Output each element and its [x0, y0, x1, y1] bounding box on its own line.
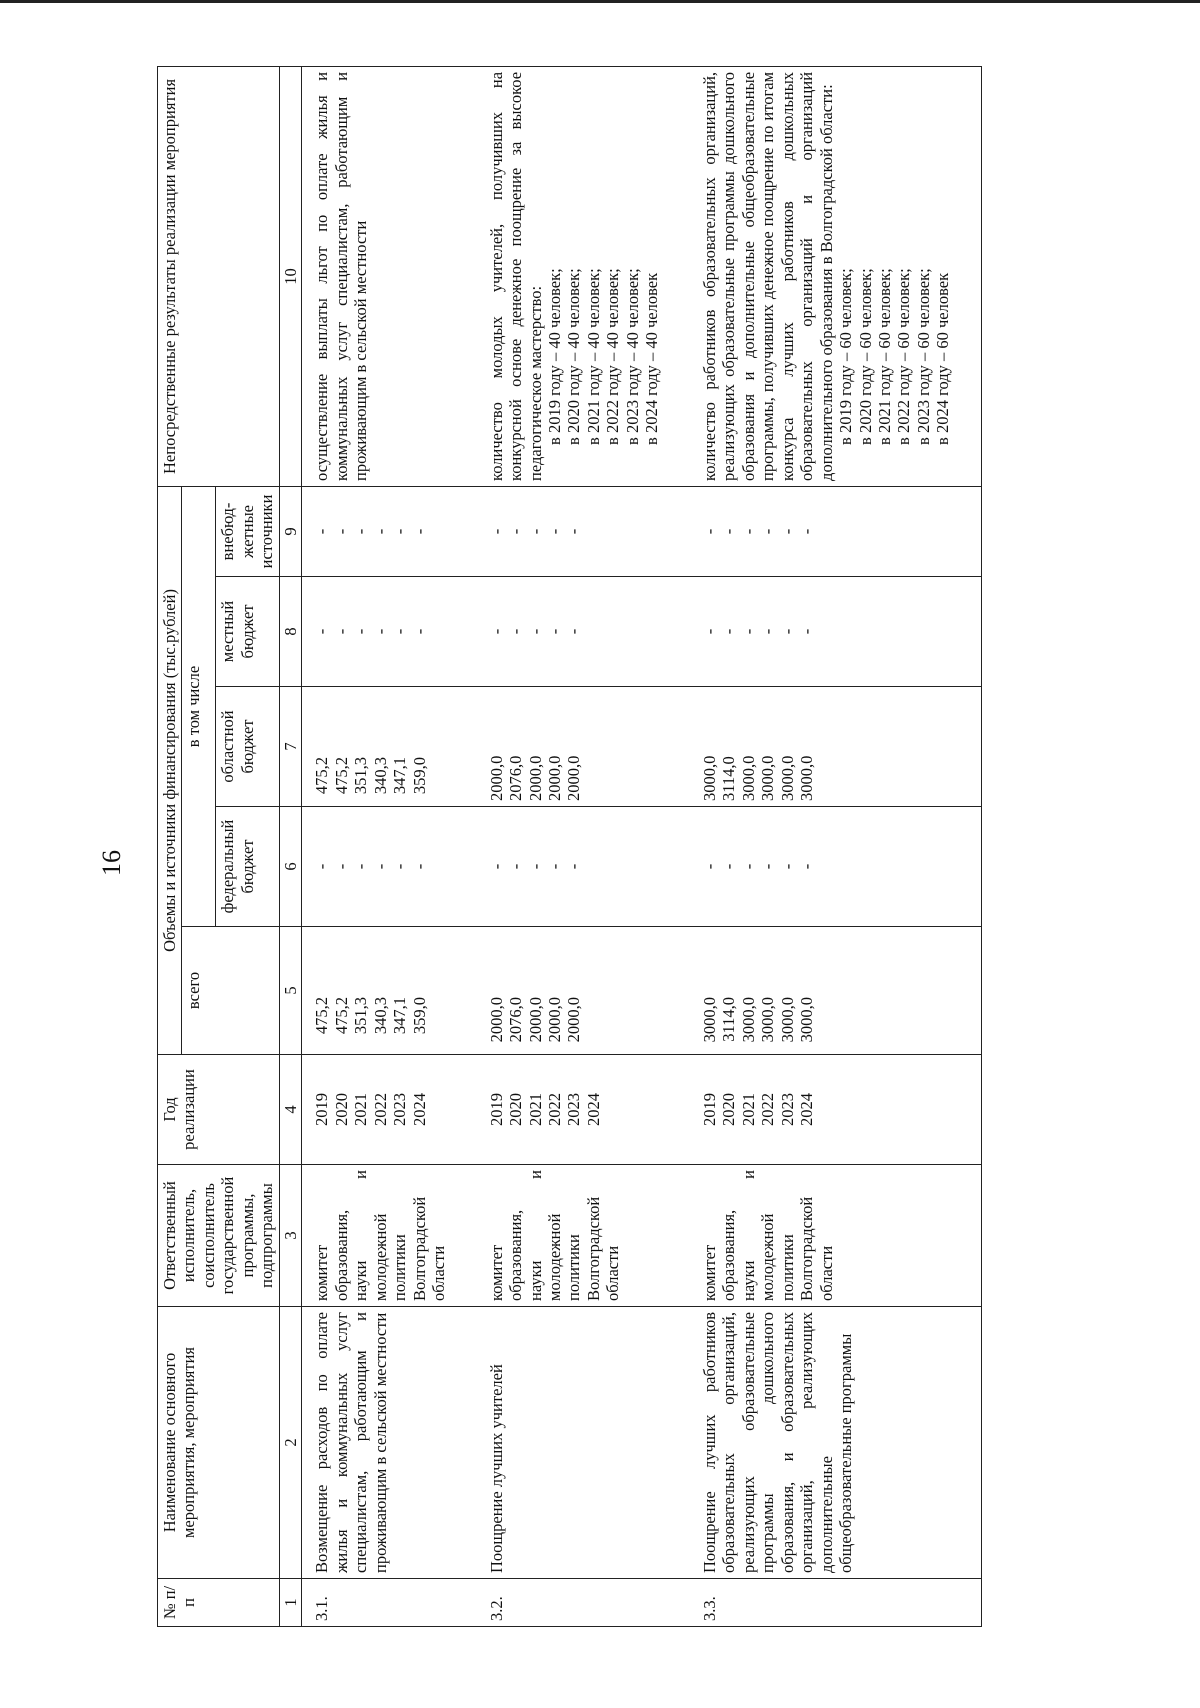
local-budget: [690, 577, 982, 687]
header-num: № п/п: [158, 1579, 280, 1627]
extra-budget-value: -: [351, 528, 371, 535]
page-top-border: [0, 0, 1200, 3]
local-budget-value: -: [506, 628, 526, 635]
regional-budget-value: 2076,0: [506, 755, 526, 801]
result-item: в 2019 году – 40 человек;: [544, 268, 564, 445]
local-budget-value: -: [564, 628, 584, 635]
regional-budget-value: 347,1: [390, 757, 410, 795]
extra-budget-value: -: [506, 528, 526, 535]
federal-budget-value: -: [564, 863, 584, 870]
regional-budget-value: 2000,0: [544, 755, 564, 801]
federal-budget-value: -: [506, 863, 526, 870]
year-value: 2020: [331, 1093, 351, 1126]
local-budget: [302, 577, 477, 687]
regional-budget-value: 3000,0: [738, 755, 758, 801]
total-amount-value: 2076,0: [506, 997, 526, 1043]
local-budget-value: -: [738, 628, 758, 635]
extra-budget-value: -: [331, 528, 351, 535]
responsible-executor: комитет образования, науки и молодежной политики Волгоградской области: [302, 1165, 477, 1307]
table-row: [302, 66, 477, 1626]
total-amount-value: 3000,0: [758, 997, 778, 1043]
page-number: 16: [97, 850, 126, 876]
extra-budget-value: -: [409, 528, 429, 535]
year-value: 2024: [409, 1093, 429, 1126]
year-value: 2024: [797, 1093, 817, 1126]
local-budget-value: -: [525, 628, 545, 635]
extra-budget: [477, 486, 690, 576]
result-item: в 2023 году – 40 человек;: [622, 268, 642, 445]
activity-name: Поощрение лучших работников образовательных организаций, реализующих образовательные программы дошкольного образования, и образовательных организаций, реализующих дополнительные общеобразовательные программы: [690, 1307, 982, 1579]
extra-budget: [302, 486, 477, 576]
result-description: [477, 66, 690, 486]
extra-budget-value: -: [797, 528, 817, 535]
federal-budget-value: -: [525, 863, 545, 870]
header-local: местный бюджет: [216, 577, 279, 687]
result-item: в 2021 году – 40 человек;: [583, 268, 603, 445]
total-amount-value: 3000,0: [699, 997, 719, 1043]
total-amount: [302, 927, 477, 1055]
year-value: 2021: [738, 1093, 758, 1126]
row-number: 3.3.: [690, 1579, 982, 1627]
local-budget-value: -: [758, 628, 778, 635]
table-row: [477, 66, 690, 1626]
local-budget-value: -: [370, 628, 390, 635]
regional-budget-value: 3000,0: [777, 755, 797, 801]
result-intro: осуществление выплаты льгот по оплате жилья и коммунальных услуг специалистам, работающим и проживающим в сельской местности: [312, 71, 371, 481]
col-number: 2: [279, 1307, 301, 1579]
col-number: 10: [279, 66, 301, 486]
year-value: 2020: [506, 1093, 526, 1126]
regional-budget-value: 3000,0: [758, 755, 778, 801]
local-budget-value: -: [544, 628, 564, 635]
header-year: Год реализации: [158, 1055, 280, 1165]
total-amount-value: 2000,0: [564, 997, 584, 1043]
regional-budget: [302, 687, 477, 807]
local-budget-value: -: [331, 628, 351, 635]
extra-budget-value: -: [758, 528, 778, 535]
year-value: 2019: [312, 1093, 332, 1126]
local-budget-value: -: [312, 628, 332, 635]
col-number: 7: [279, 687, 301, 807]
result-item: в 2019 году – 60 человек;: [836, 268, 856, 445]
header-responsible: Ответственный исполнитель, соисполнитель государственной программы, подпрограммы: [158, 1165, 280, 1307]
row-number: 3.2.: [477, 1579, 690, 1627]
col-number: 5: [279, 927, 301, 1055]
year-value: 2022: [758, 1093, 778, 1126]
year-value: 2019: [699, 1093, 719, 1126]
federal-budget-value: -: [777, 863, 797, 870]
local-budget-value: -: [390, 628, 410, 635]
responsible-executor: комитет образования, науки и молодежной политики Волгоградской области: [477, 1165, 690, 1307]
year-value: 2024: [583, 1093, 603, 1126]
regional-budget: [477, 687, 690, 807]
extra-budget-value: -: [777, 528, 797, 535]
year: [477, 1055, 690, 1165]
column-number-row: [279, 66, 301, 1626]
federal-budget-value: -: [390, 863, 410, 870]
result-item: в 2020 году – 40 человек;: [564, 268, 584, 445]
total-amount-value: 2000,0: [544, 997, 564, 1043]
col-number: 8: [279, 577, 301, 687]
col-number: 6: [279, 807, 301, 927]
regional-budget-value: 3000,0: [699, 755, 719, 801]
result-item: в 2024 году – 40 человек: [642, 272, 662, 445]
year-value: 2021: [351, 1093, 371, 1126]
total-amount-value: 3114,0: [719, 997, 739, 1042]
local-budget-value: -: [777, 628, 797, 635]
regional-budget-value: 340,3: [370, 757, 390, 795]
result-item: в 2022 году – 60 человек;: [894, 268, 914, 445]
result-item: в 2021 году – 60 человек;: [875, 268, 894, 445]
federal-budget-value: -: [544, 863, 564, 870]
extra-budget-value: -: [390, 528, 410, 535]
rotated-table-container: [157, 67, 1200, 1627]
local-budget-value: -: [699, 628, 719, 635]
responsible-executor: комитет образования, науки и молодежной политики Волгоградской области: [690, 1165, 982, 1307]
header-results: Непосредственные результаты реализации мероприятия: [158, 66, 280, 486]
regional-budget-value: 359,0: [409, 757, 429, 795]
extra-budget-value: -: [719, 528, 739, 535]
regional-budget-value: 475,2: [312, 757, 332, 795]
activity-name: Возмещение расходов по оплате жилья и коммунальных услуг специалистам, работающим и проживающим в сельской местности: [302, 1307, 477, 1579]
year-value: 2020: [719, 1093, 739, 1126]
result-item: в 2022 году – 40 человек;: [603, 268, 623, 445]
federal-budget-value: -: [409, 863, 429, 870]
col-number: 3: [279, 1165, 301, 1307]
total-amount: [477, 927, 690, 1055]
result-description: [302, 66, 477, 486]
col-number: 1: [279, 1579, 301, 1627]
total-amount-value: 340,3: [370, 997, 390, 1035]
local-budget-value: -: [486, 628, 506, 635]
total-amount-value: 347,1: [390, 997, 410, 1035]
federal-budget: [690, 807, 982, 927]
regional-budget-value: 2000,0: [486, 755, 506, 801]
total-amount-value: 351,3: [351, 997, 371, 1035]
result-item: в 2020 году – 60 человек;: [855, 268, 875, 445]
header-total: всего: [182, 927, 279, 1055]
regional-budget-value: 2000,0: [525, 755, 545, 801]
federal-budget-value: -: [699, 863, 719, 870]
extra-budget-value: -: [738, 528, 758, 535]
total-amount-value: 2000,0: [486, 997, 506, 1043]
federal-budget-value: -: [758, 863, 778, 870]
financing-table: [157, 66, 982, 1627]
total-amount-value: 2000,0: [525, 997, 545, 1043]
federal-budget: [302, 807, 477, 927]
year-value: 2023: [564, 1093, 584, 1126]
year-value: 2023: [390, 1093, 410, 1126]
header-federal: федеральный бюджет: [216, 807, 279, 927]
regional-budget-value: 3114,0: [719, 756, 739, 801]
total-amount-value: 3000,0: [777, 997, 797, 1043]
header-name: Наименование основного мероприятия, мероприятия: [158, 1307, 280, 1579]
extra-budget-value: -: [699, 528, 719, 535]
federal-budget-value: -: [797, 863, 817, 870]
extra-budget: [690, 486, 982, 576]
regional-budget-value: 475,2: [331, 757, 351, 795]
total-amount-value: 475,2: [331, 997, 351, 1035]
year-value: 2022: [370, 1093, 390, 1126]
header-regional: областной бюджет: [216, 687, 279, 807]
extra-budget-value: -: [486, 528, 506, 535]
result-intro: количество работников образовательных организаций, реализующих образовательные программы дошкольного образования и дополнительные общеобразовательные программы, получивших денежное поощрение по итогам конкурса лучших работников дошкольных образовательных организаций и организаций дополнительного образования в Волгоградской области:: [699, 71, 836, 481]
extra-budget-value: -: [564, 528, 584, 535]
local-budget-value: -: [409, 628, 429, 635]
year-value: 2021: [525, 1093, 545, 1126]
result-item: в 2024 году – 60 человек: [933, 272, 953, 445]
total-amount-value: 475,2: [312, 997, 332, 1035]
header-financing-group: Объемы и источники финансирования (тыс.рублей): [158, 486, 182, 1054]
header-subgroup: в том числе: [182, 486, 216, 926]
federal-budget-value: -: [486, 863, 506, 870]
year-value: 2023: [777, 1093, 797, 1126]
table-row: [690, 66, 982, 1626]
federal-budget-value: -: [351, 863, 371, 870]
extra-budget-value: -: [544, 528, 564, 535]
header-extra: внебюд-жетные источники: [216, 486, 279, 576]
regional-budget-value: 351,3: [351, 757, 371, 795]
year-value: 2022: [544, 1093, 564, 1126]
regional-budget-value: 2000,0: [564, 755, 584, 801]
result-item: в 2023 году – 60 человек;: [913, 268, 933, 445]
federal-budget-value: -: [738, 863, 758, 870]
row-number: 3.1.: [302, 1579, 477, 1627]
total-amount: [690, 927, 982, 1055]
result-intro: количество молодых учителей, получивших на конкурсной основе денежное поощрение за высокое педагогическое мастерство:: [486, 71, 545, 481]
regional-budget-value: 3000,0: [797, 755, 817, 801]
local-budget: [477, 577, 690, 687]
extra-budget-value: -: [312, 528, 332, 535]
federal-budget-value: -: [312, 863, 332, 870]
federal-budget-value: -: [331, 863, 351, 870]
table-body: [302, 66, 982, 1626]
total-amount-value: 3000,0: [738, 997, 758, 1043]
total-amount-value: 3000,0: [797, 997, 817, 1043]
federal-budget: [477, 807, 690, 927]
total-amount-value: 359,0: [409, 997, 429, 1035]
activity-name: Поощрение лучших учителей: [477, 1307, 690, 1579]
federal-budget-value: -: [370, 863, 390, 870]
year: [302, 1055, 477, 1165]
local-budget-value: -: [719, 628, 739, 635]
result-description: [690, 66, 982, 486]
local-budget-value: -: [797, 628, 817, 635]
extra-budget-value: -: [370, 528, 390, 535]
regional-budget: [690, 687, 982, 807]
col-number: 4: [279, 1055, 301, 1165]
col-number: 9: [279, 486, 301, 576]
year: [690, 1055, 982, 1165]
federal-budget-value: -: [719, 863, 739, 870]
year-value: 2019: [486, 1093, 506, 1126]
local-budget-value: -: [351, 628, 371, 635]
extra-budget-value: -: [525, 528, 545, 535]
